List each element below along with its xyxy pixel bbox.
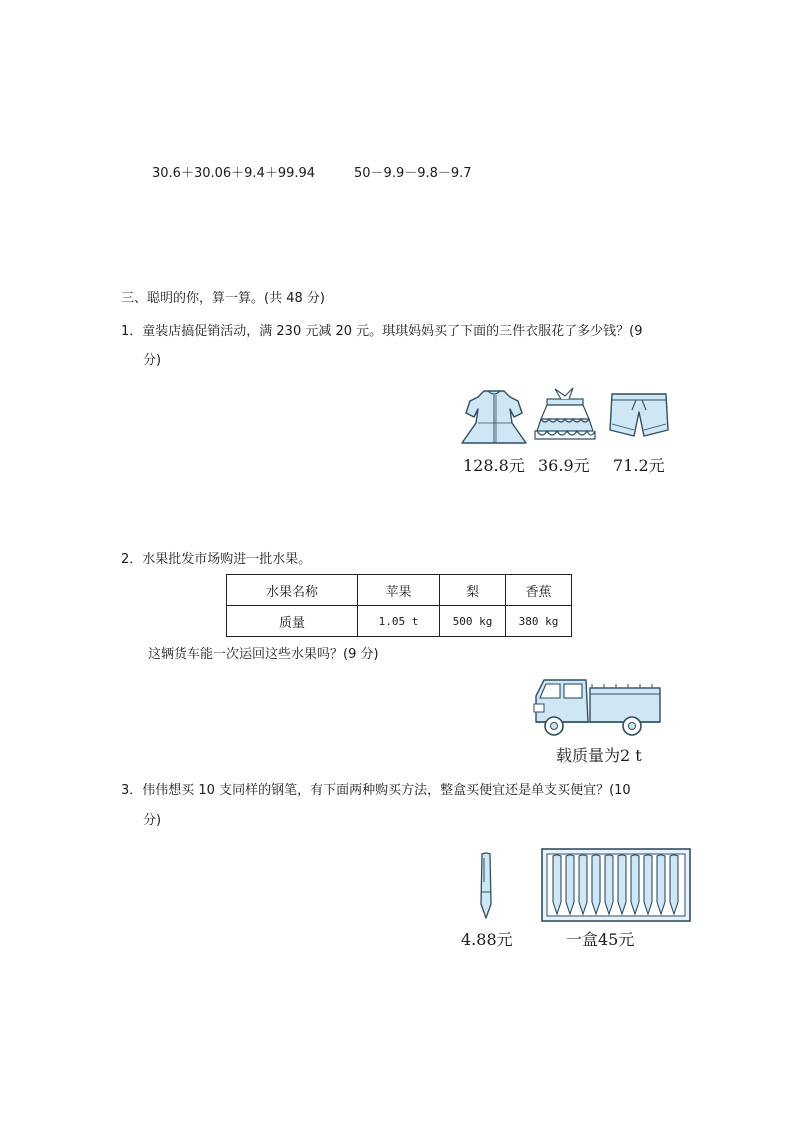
boxed-pen: [618, 855, 626, 914]
table-row-label: 质量: [227, 606, 358, 637]
pen-box-illustration: [541, 848, 691, 922]
boxed-pen: [579, 855, 587, 914]
table-cell: 500 kg: [440, 606, 506, 637]
boxed-pen: [592, 855, 600, 914]
question-1-text-cont: 分): [143, 353, 162, 368]
table-row: [227, 575, 572, 606]
expression-2: 50－9.9－9.8－9.7: [354, 166, 472, 181]
table-header-cell: 梨: [440, 575, 506, 606]
question-2-question: 这辆货车能一次运回这些水果吗？(9 分): [148, 647, 379, 662]
shorts-price: 71.2元: [613, 456, 665, 475]
shorts-illustration: [610, 390, 668, 450]
truck-caption: 载质量为2 t: [556, 746, 642, 765]
boxed-pen: [670, 855, 678, 914]
table-header-cell: 水果名称: [227, 575, 358, 606]
table-row: [227, 606, 572, 637]
single-pen-illustration: [476, 852, 496, 922]
section-heading: 三、聪明的你，算一算。(共 48 分): [121, 291, 325, 306]
boxed-pen: [605, 855, 613, 914]
table-header-cell: 苹果: [358, 575, 440, 606]
question-3-text-cont: 分): [143, 813, 162, 828]
skirt-price: 36.9元: [538, 456, 590, 475]
dress-illustration: [460, 387, 528, 447]
skirt-illustration: [533, 387, 601, 447]
single-pen-price: 4.88元: [461, 930, 513, 949]
question-2-text: 2．水果批发市场购进一批水果。: [121, 552, 312, 567]
boxed-pen: [657, 855, 665, 914]
dress-price: 128.8元: [463, 456, 525, 475]
table-header-cell: 香蕉: [506, 575, 572, 606]
pen-box-price: 一盒45元: [566, 930, 635, 949]
table-cell: 380 kg: [506, 606, 572, 637]
boxed-pen: [644, 855, 652, 914]
question-3-text: 3．伟伟想买 10 支同样的钢笔，有下面两种购买方法，整盒买便宜还是单支买便宜？(10: [121, 783, 631, 798]
question-1-text: 1．童装店搞促销活动，满 230 元减 20 元。琪琪妈妈买了下面的三件衣服花了多少钱？(9: [121, 324, 643, 339]
boxed-pen: [631, 855, 639, 914]
table-cell: 1.05 t: [358, 606, 440, 637]
truck-illustration: [532, 676, 662, 742]
boxed-pen: [566, 855, 574, 914]
expression-1: 30.6＋30.06＋9.4＋99.94: [152, 166, 316, 181]
boxed-pen: [553, 855, 561, 914]
fruit-table: [226, 574, 572, 637]
